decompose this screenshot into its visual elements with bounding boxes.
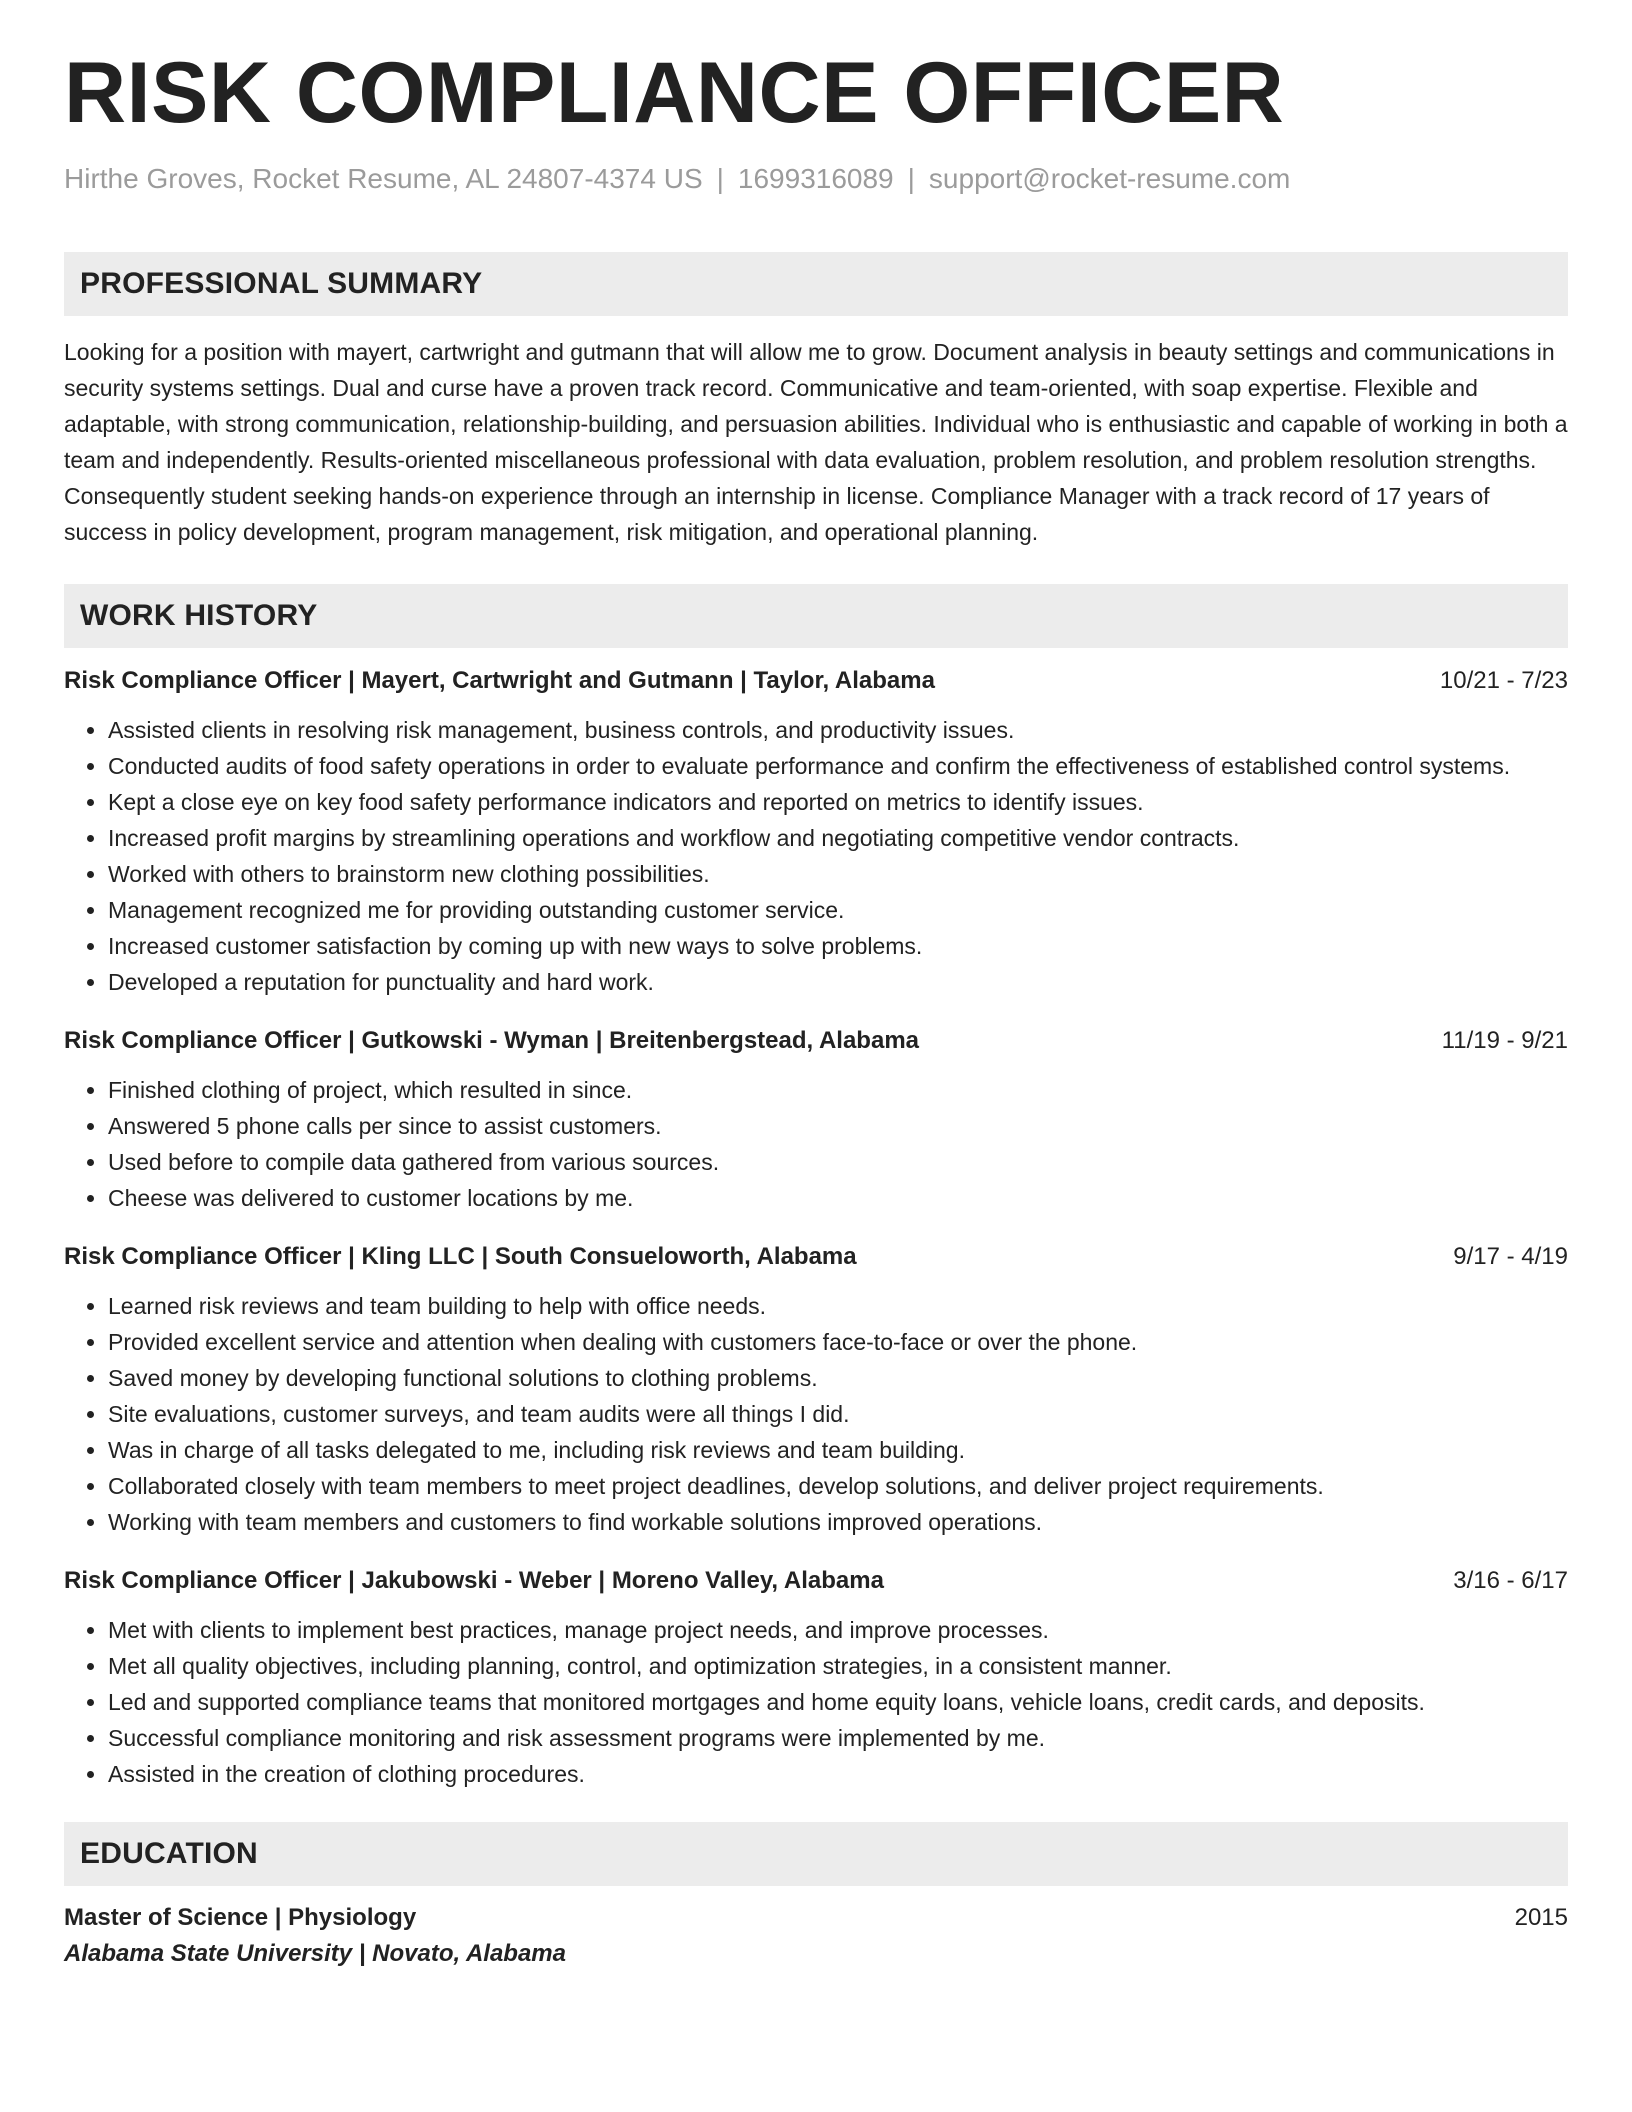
list-item: • Kept a close eye on key food safety performance indicators and reported on metrics to identify issues. xyxy=(108,784,1568,820)
job-title: Risk Compliance Officer | Mayert, Cartwright and Gutmann | Taylor, Alabama xyxy=(64,666,935,694)
job-bullets xyxy=(64,712,1568,1000)
list-item: • Met all quality objectives, including planning, control, and optimization strategies, in a consistent manner. xyxy=(108,1648,1568,1684)
section-heading-summary: PROFESSIONAL SUMMARY xyxy=(64,252,1568,316)
job-header xyxy=(64,664,1568,698)
list-item: • Was in charge of all tasks delegated to me, including risk reviews and team building. xyxy=(108,1432,1568,1468)
list-item: • Cheese was delivered to customer locations by me. xyxy=(108,1180,1568,1216)
list-item: • Answered 5 phone calls per since to assist customers. xyxy=(108,1108,1568,1144)
section-heading-work: WORK HISTORY xyxy=(64,584,1568,648)
education-school: Alabama State University | Novato, Alabama xyxy=(64,1939,566,1967)
job-header xyxy=(64,1564,1568,1598)
work-history-section xyxy=(64,584,1568,1792)
job-entry xyxy=(64,1024,1568,1216)
job-dates: 9/17 - 4/19 xyxy=(1453,1242,1568,1270)
contact-phone: 1699316089 xyxy=(737,163,894,194)
contact-separator: | xyxy=(716,163,724,194)
list-item: • Provided excellent service and attention when dealing with customers face-to-face or over the phone. xyxy=(108,1324,1568,1360)
job-entry xyxy=(64,1564,1568,1792)
professional-summary-section xyxy=(64,252,1568,550)
list-item: • Met with clients to implement best practices, manage project needs, and improve processes. xyxy=(108,1612,1568,1648)
job-bullets xyxy=(64,1288,1568,1540)
list-item: • Saved money by developing functional solutions to clothing problems. xyxy=(108,1360,1568,1396)
education-entry xyxy=(64,1900,1568,1972)
list-item: • Led and supported compliance teams that monitored mortgages and home equity loans, vehicle loans, credit cards, and deposits. xyxy=(108,1684,1568,1720)
list-item: • Conducted audits of food safety operations in order to evaluate performance and confirm the effectiveness of established control systems. xyxy=(108,748,1568,784)
list-item: • Developed a reputation for punctuality and hard work. xyxy=(108,964,1568,1000)
job-dates: 3/16 - 6/17 xyxy=(1453,1566,1568,1594)
job-title: Risk Compliance Officer | Gutkowski - Wyman | Breitenbergstead, Alabama xyxy=(64,1026,919,1054)
education-degree: Master of Science | Physiology xyxy=(64,1903,417,1931)
education-section xyxy=(64,1822,1568,1972)
candidate-title: RISK COMPLIANCE OFFICER xyxy=(64,45,1285,141)
list-item: • Increased customer satisfaction by coming up with new ways to solve problems. xyxy=(108,928,1568,964)
job-entry xyxy=(64,664,1568,1000)
education-header xyxy=(64,1900,1568,1936)
job-title: Risk Compliance Officer | Jakubowski - Weber | Moreno Valley, Alabama xyxy=(64,1566,884,1594)
job-title: Risk Compliance Officer | Kling LLC | South Consueloworth, Alabama xyxy=(64,1242,857,1270)
list-item: • Management recognized me for providing outstanding customer service. xyxy=(108,892,1568,928)
job-header xyxy=(64,1240,1568,1274)
list-item: • Assisted clients in resolving risk management, business controls, and productivity issues. xyxy=(108,712,1568,748)
section-heading-education: EDUCATION xyxy=(64,1822,1568,1886)
list-item: • Finished clothing of project, which resulted in since. xyxy=(108,1072,1568,1108)
job-dates: 11/19 - 9/21 xyxy=(1441,1026,1568,1054)
list-item: • Worked with others to brainstorm new clothing possibilities. xyxy=(108,856,1568,892)
list-item: • Increased profit margins by streamlining operations and workflow and negotiating competitive vendor contracts. xyxy=(108,820,1568,856)
job-dates: 10/21 - 7/23 xyxy=(1439,666,1568,694)
summary-text: Looking for a position with mayert, cartwright and gutmann that will allow me to grow. Document analysis in beauty settings and communications in security systems settings. Dual and curse have a proven track record. Communicative and team-oriented, with soap expertise. Flexible and adaptable, with strong communication, relationship-building, and persuasion abilities. Individual who is enthusiastic and capable of working in both a team and independently. Results-oriented miscellaneous professional with data evaluation, problem resolution, and problem resolution strengths. Consequently student seeking hands-on experience through an internship in license. Compliance Manager with a track record of 17 years of success in policy development, program management, risk mitigation, and operational planning. xyxy=(64,338,1568,545)
job-bullets xyxy=(64,1072,1568,1216)
job-header xyxy=(64,1024,1568,1058)
list-item: • Assisted in the creation of clothing procedures. xyxy=(108,1756,1568,1792)
list-item: • Successful compliance monitoring and risk assessment programs were implemented by me. xyxy=(108,1720,1568,1756)
contact-line xyxy=(64,162,1568,196)
contact-email: support@rocket-resume.com xyxy=(928,163,1291,194)
job-bullets xyxy=(64,1612,1568,1792)
contact-address: Hirthe Groves, Rocket Resume, AL 24807-4374 US xyxy=(64,163,703,194)
list-item: • Working with team members and customers to find workable solutions improved operations. xyxy=(108,1504,1568,1540)
contact-separator: | xyxy=(907,163,915,194)
list-item: • Site evaluations, customer surveys, and team audits were all things I did. xyxy=(108,1396,1568,1432)
list-item: • Learned risk reviews and team building to help with office needs. xyxy=(108,1288,1568,1324)
list-item: • Collaborated closely with team members to meet project deadlines, develop solutions, and deliver project requirements. xyxy=(108,1468,1568,1504)
education-year: 2015 xyxy=(1514,1903,1568,1931)
job-entry xyxy=(64,1240,1568,1540)
list-item: • Used before to compile data gathered from various sources. xyxy=(108,1144,1568,1180)
